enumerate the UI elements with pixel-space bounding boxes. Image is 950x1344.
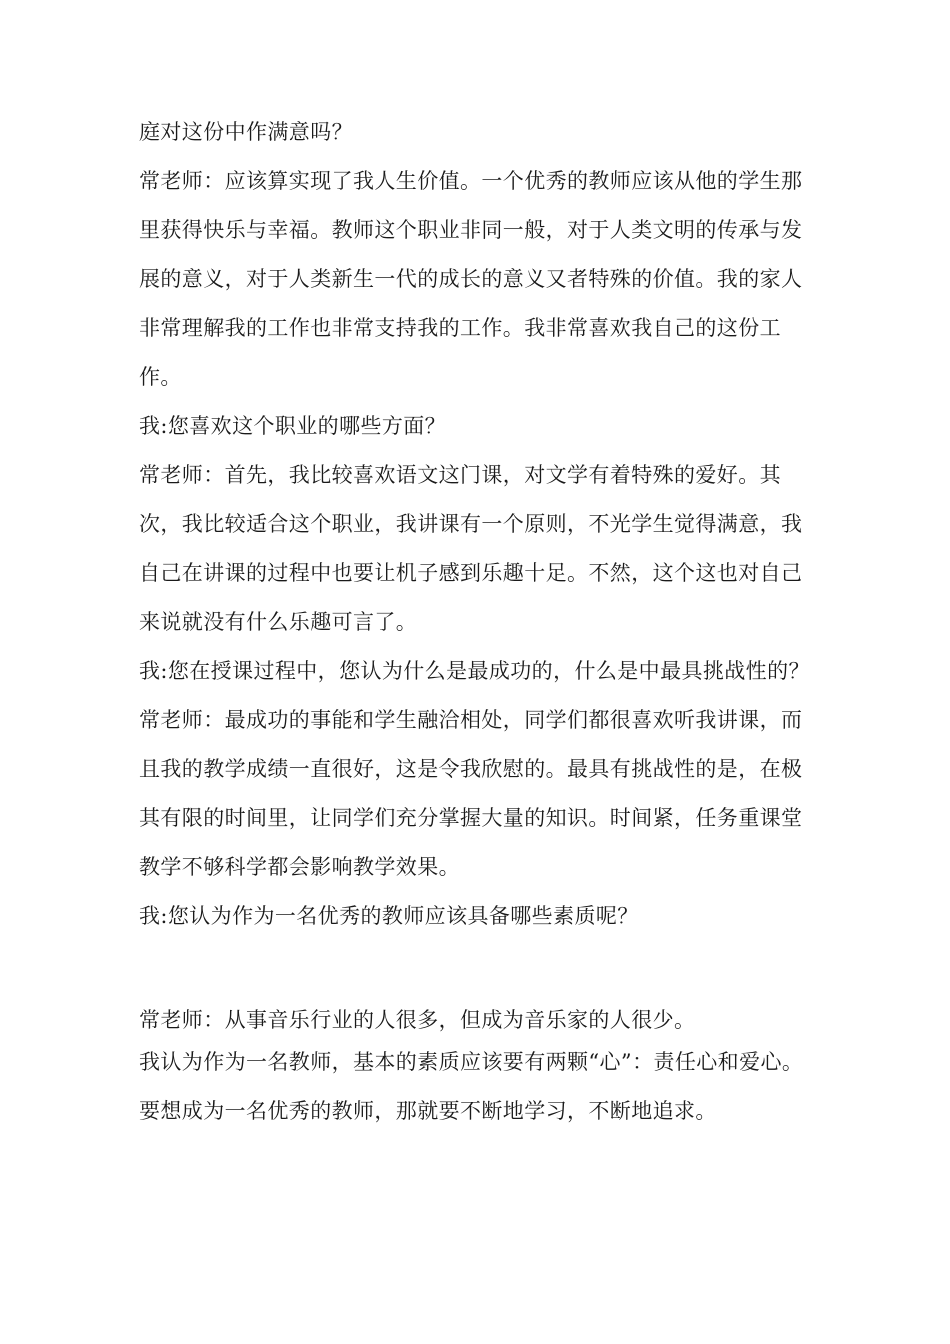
paragraph-question-likes: 我:您喜欢这个职业的哪些方面？: [139, 414, 447, 438]
paragraph-answer-music: 常老师：从事音乐行业的人很多，但成为音乐家的人很少。: [139, 1008, 696, 1032]
paragraph-question-satisfaction: 庭对这份中作满意吗？: [139, 120, 353, 144]
blank-gap: [139, 941, 819, 993]
paragraph-question-success-challenge: 我:您在授课过程中，您认为什么是最成功的，什么是中最具挑战性的？: [139, 659, 810, 683]
paragraph-answer-qualities: 我认为作为一名教师，基本的素质应该要有两颗“心”：责任心和爱心。要想成为一名优秀的教师，那就要不断地学习，不断地追求。: [139, 1050, 804, 1123]
paragraph-answer-life-value: 常老师：应该算实现了我人生价值。一个优秀的教师应该从他的学生那里获得快乐与幸福。教师这个职业非同一般，对于人类文明的传承与发展的意义，对于人类新生一代的成长的意义又者特殊的价值。我的家人非常理解我的工作也非常支持我的工作。我非常喜欢我自己的这份工作。: [139, 169, 803, 389]
paragraph-answer-success-challenge: 常老师：最成功的事能和学生融洽相处，同学们都很喜欢听我讲课，而且我的教学成绩一直很好，这是令我欣慰的。最具有挑战性的是，在极其有限的时间里，让同学们充分掌握大量的知识。时间紧，任务重课堂教学不够科学都会影响教学效果。: [139, 708, 803, 879]
document-body: [139, 108, 819, 1136]
paragraph-answer-likes: 常老师：首先，我比较喜欢语文这门课，对文学有着特殊的爱好。其次，我比较适合这个职业，我讲课有一个原则，不光学生觉得满意，我自己在讲课的过程中也要让机子感到乐趣十足。不然，这个这也对自己来说就没有什么乐趣可言了。: [139, 463, 803, 634]
paragraph-question-qualities: 我:您认为作为一名优秀的教师应该具备哪些素质呢？: [139, 904, 639, 928]
